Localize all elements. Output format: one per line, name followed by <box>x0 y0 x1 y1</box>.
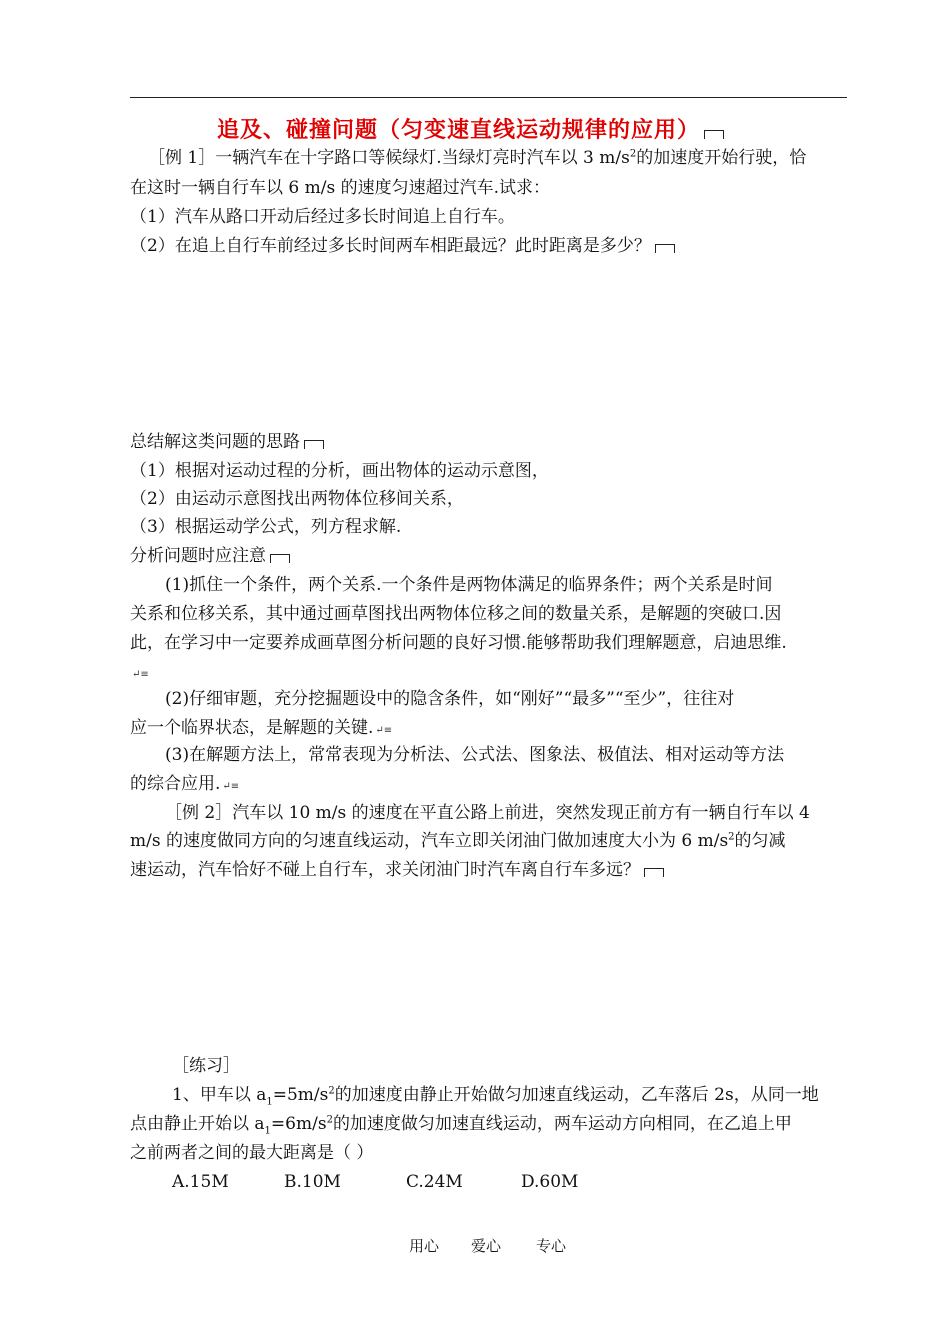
note1-line1: (1)抓住一个条件，两个关系.一个条件是两物体满足的临界条件；两个关系是时间 <box>165 575 773 595</box>
option-c: C.24M <box>406 1172 463 1192</box>
example2-line2: m/s 的速度做同方向的匀速直线运动，汽车立即关闭油门做加速度大小为 6 $m/s^2$的匀减 <box>130 831 786 851</box>
paragraph-mark-icon <box>655 244 675 253</box>
notes-heading: 分析问题时应注意 <box>130 545 290 567</box>
summary-heading: 总结解这类问题的思路 <box>130 431 324 453</box>
option-a: A.15M <box>172 1172 229 1192</box>
note3-line1: (3)在解题方法上，常常表现为分析法、公式法、图象法、极值法、相对运动等方法 <box>165 745 785 765</box>
paragraph-mark-icon <box>304 440 324 449</box>
paragraph-mark-icon <box>270 554 290 563</box>
practice-heading: ［练习］ <box>172 1056 240 1076</box>
paragraph-return-icon: ↵≡ <box>375 725 393 736</box>
note1-end <box>130 661 149 686</box>
example1-question2: （2）在追上自行车前经过多长时间两车相距最远？此时距离是多少？ <box>130 235 675 257</box>
footer-text-2: 爱心 <box>471 1237 502 1255</box>
practice1-line1: 1、甲车以 $a_1=5m/s^2$的加速度由静止开始做匀加速直线运动，乙车落后 2s，从同一地 <box>172 1085 819 1108</box>
practice1-line2: 点由静止开始以 $a_1=6m/s^2$的加速度做匀加速直线运动，两车运动方向相同，在乙追上甲 <box>130 1114 792 1137</box>
example2-line3: 速运动，汽车恰好不碰上自行车，求关闭油门时汽车离自行车多远？ <box>130 859 664 881</box>
paragraph-mark-icon <box>644 868 664 877</box>
example1-line1: ［例 1］一辆汽车在十字路口等候绿灯.当绿灯亮时汽车以 3 $m/s^2$的加速度开始行驶，恰 <box>148 148 807 168</box>
option-d: D.60M <box>521 1172 579 1192</box>
note3-line2: 的综合应用. ↵≡ <box>130 773 239 798</box>
footer-text-1: 用心 <box>409 1237 440 1255</box>
example1-question1: （1）汽车从路口开动后经过多长时间追上自行车。 <box>130 207 515 227</box>
note1-line3: 此，在学习中一定要养成画草图分析问题的良好习惯.能够帮助我们理解题意，启迪思维. <box>130 633 787 653</box>
practice1-line3: 之前两者之间的最大距离是（ ） <box>130 1143 374 1163</box>
example1-line2: 在这时一辆自行车以 6 m/s 的速度匀速超过汽车.试求： <box>130 178 551 198</box>
option-b: B.10M <box>284 1172 341 1192</box>
page-title: 追及、碰撞问题（匀变速直线运动规律的应用） <box>217 113 724 144</box>
summary-step1: （1）根据对运动过程的分析，画出物体的运动示意图， <box>130 461 549 481</box>
note1-line2: 关系和位移关系，其中通过画草图找出两物体位移之间的数量关系，是解题的突破口.因 <box>130 604 782 624</box>
paragraph-mark-icon <box>704 130 724 139</box>
summary-step3: （3）根据运动学公式，列方程求解. <box>130 517 402 537</box>
example2-line1: ［例 2］汽车以 10 m/s 的速度在平直公路上前进，突然发现正前方有一辆自行车以 4 <box>165 803 810 823</box>
paragraph-return-icon: ↵≡ <box>222 781 240 792</box>
summary-step2: （2）由运动示意图找出两物体位移间关系， <box>130 489 464 509</box>
header-rule <box>130 97 847 98</box>
footer-text-3: 专心 <box>536 1237 567 1255</box>
note2-line2: 应一个临界状态，是解题的关键. ↵≡ <box>130 717 392 742</box>
paragraph-return-icon: ↵≡ <box>132 669 149 680</box>
note2-line1: (2)仔细审题，充分挖掘题设中的隐含条件，如“刚好”“最多”“至少”，往往对 <box>165 689 735 709</box>
